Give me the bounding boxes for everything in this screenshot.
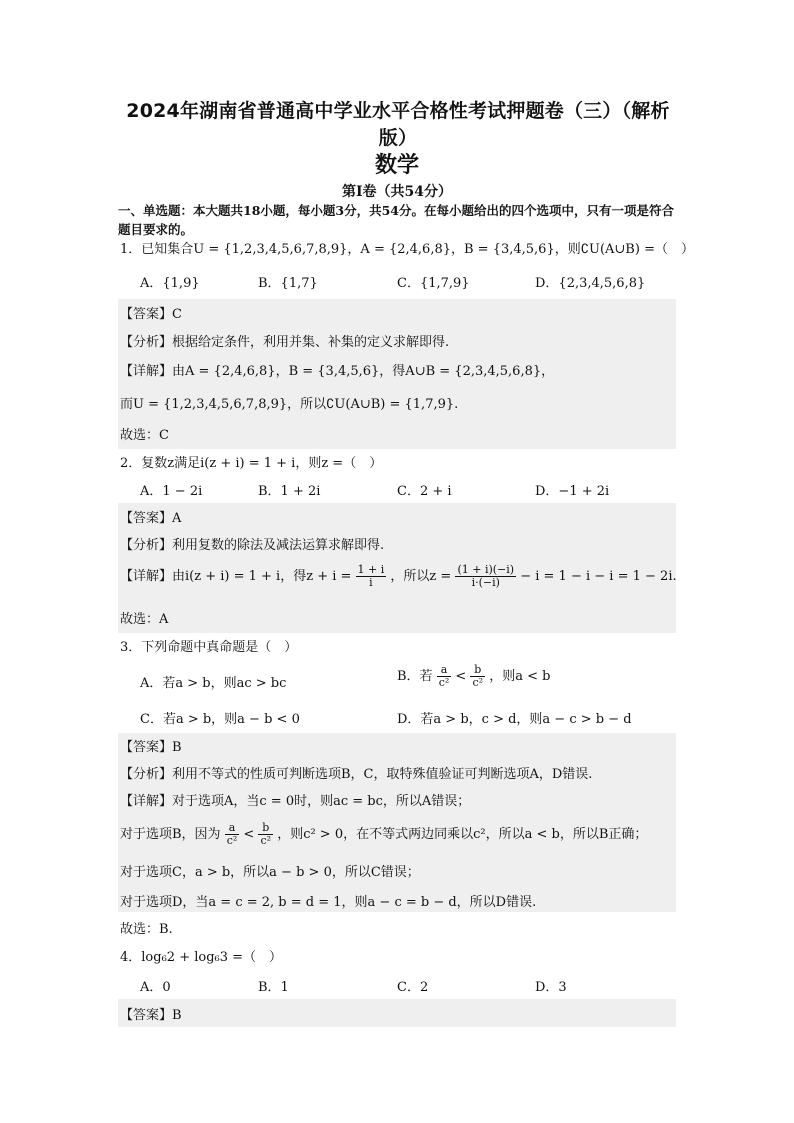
q2-detail-part-3: − i = 1 − i − i = 1 − 2i.: [520, 569, 677, 584]
q1-option-c: C．{1,7,9}: [397, 276, 470, 291]
q4-option-a: A．0: [140, 980, 171, 995]
q3-option-b-fraction-1: [437, 664, 452, 689]
q3-option-b-fraction-1-numerator: a: [437, 664, 452, 677]
q2-detail-part-1: 【详解】由i(z + i) = 1 + i，得z + i =: [120, 569, 352, 584]
q3-detail-fraction-2-denominator: c²: [260, 834, 272, 847]
q3-detail-line-3: 对于选项C，a > b，所以a − b > 0，所以C错误；: [120, 865, 420, 880]
q3-detail-line-2-suffix: ，则c² > 0，在不等式两边同乘以c²，所以a < b，所以B正确；: [277, 827, 648, 842]
q3-option-b: [397, 662, 550, 692]
q1-option-b: B．{1,7}: [258, 276, 318, 291]
section-instructions: 一、单选题：本大题共18小题，每小题3分，共54分。在每小题给出的四个选项中，只有一项是符合题目要求的。: [118, 203, 674, 237]
q2-analysis: 【分析】利用复数的除法及减法运算求解即得.: [120, 538, 385, 553]
question-2-stem: 2．复数z满足i(z + i) = 1 + i，则z =（ ）: [120, 456, 383, 471]
q1-option-a: A．{1,9}: [140, 276, 200, 291]
q3-detail-fraction-1-numerator: a: [225, 822, 240, 835]
q1-choose: 故选：C: [120, 428, 169, 443]
q2-option-b: B．1 + 2i: [258, 484, 321, 499]
q3-option-c: C．若a > b，则a − b < 0: [140, 712, 300, 727]
q3-detail-fraction-2-numerator: b: [258, 822, 273, 835]
q3-choose: 故选：B.: [120, 922, 173, 937]
q2-detail-part-2: ，所以z =: [390, 569, 452, 584]
q3-detail-line-2-prefix: 对于选项B，因为: [120, 827, 221, 842]
q2-option-d: D．−1 + 2i: [535, 484, 610, 499]
q3-detail-line-1: 【详解】对于选项A，当c = 0时，则ac = bc，所以A错误；: [120, 794, 471, 809]
q2-answer: 【答案】A: [120, 511, 182, 526]
q1-detail-line-2: 而U = {1,2,3,4,5,6,7,8,9}，所以∁U(A∪B) = {1,7,9}.: [120, 397, 459, 412]
question-3-stem: 3．下列命题中真命题是（ ）: [120, 640, 298, 655]
q2-fraction-2-denominator: i·(−i): [471, 576, 500, 589]
q3-option-b-fraction-2-denominator: c²: [472, 676, 484, 689]
q1-detail-line-1: 【详解】由A = {2,4,6,8}，B = {3,4,5,6}，得A∪B = {2,3,4,5,6,8}，: [120, 364, 555, 379]
q3-option-b-fraction-2-numerator: b: [470, 664, 485, 677]
question-4-stem: 4．log₆2 + log₆3 =（ ）: [120, 950, 283, 965]
q2-option-a: A．1 − 2i: [140, 484, 203, 499]
q3-analysis: 【分析】利用不等式的性质可判断选项B，C，取特殊值验证可判断选项A，D错误.: [120, 767, 593, 782]
q3-option-d: D．若a > b，c > d，则a − c > b − d: [397, 712, 632, 727]
q4-option-c: C．2: [397, 980, 429, 995]
q4-answer: 【答案】B: [120, 1008, 182, 1023]
q1-analysis: 【分析】根据给定条件，利用并集、补集的定义求解即得.: [120, 335, 450, 350]
q3-option-b-suffix: ，则a < b: [489, 669, 551, 684]
q3-option-a: A．若a > b，则ac > bc: [140, 676, 287, 691]
q2-choose: 故选：A: [120, 612, 169, 627]
q2-fraction-1: [356, 564, 387, 589]
q1-option-d: D．{2,3,4,5,6,8}: [535, 276, 646, 291]
volume-heading: 第Ⅰ卷（共54分）: [341, 184, 453, 200]
q2-fraction-2-numerator: (1 + i)(−i): [457, 563, 515, 576]
q3-detail-fraction-1: [225, 822, 240, 847]
q1-answer: 【答案】C: [120, 307, 182, 322]
q3-detail-fraction-1-denominator: c²: [226, 834, 238, 847]
page-title: 2024年湖南省普通高中学业水平合格性考试押题卷（三）（解析版）: [126, 100, 670, 149]
q2-fraction-2: [455, 564, 516, 589]
q4-option-d: D．3: [535, 980, 567, 995]
subject-heading: 数学: [374, 153, 419, 178]
q3-option-b-less-than: <: [455, 669, 467, 684]
q2-option-c: C．2 + i: [397, 484, 452, 499]
q3-option-b-fraction-2: [470, 664, 485, 689]
q3-detail-fraction-2: [258, 822, 273, 847]
q2-fraction-1-numerator: 1 + i: [357, 563, 385, 576]
q2-fraction-1-denominator: i: [369, 576, 373, 589]
q3-answer: 【答案】B: [120, 740, 182, 755]
q3-option-b-fraction-1-denominator: c²: [438, 676, 450, 689]
q3-option-b-prefix: B．若: [397, 669, 433, 684]
question-1-stem: 1．已知集合U = {1,2,3,4,5,6,7,8,9}，A = {2,4,6,8}，B = {3,4,5,6}，则∁U(A∪B) =（ ）: [120, 242, 694, 257]
q4-option-b: B．1: [258, 980, 289, 995]
q3-detail-less-than: <: [243, 827, 255, 842]
q3-detail-line-2: [120, 820, 647, 850]
q3-detail-line-4: 对于选项D，当a = c = 2, b = d = 1，则a − c = b − d，所以D错误.: [120, 895, 537, 910]
q4-solution-box: [118, 999, 676, 1027]
q2-detail: [120, 562, 677, 592]
